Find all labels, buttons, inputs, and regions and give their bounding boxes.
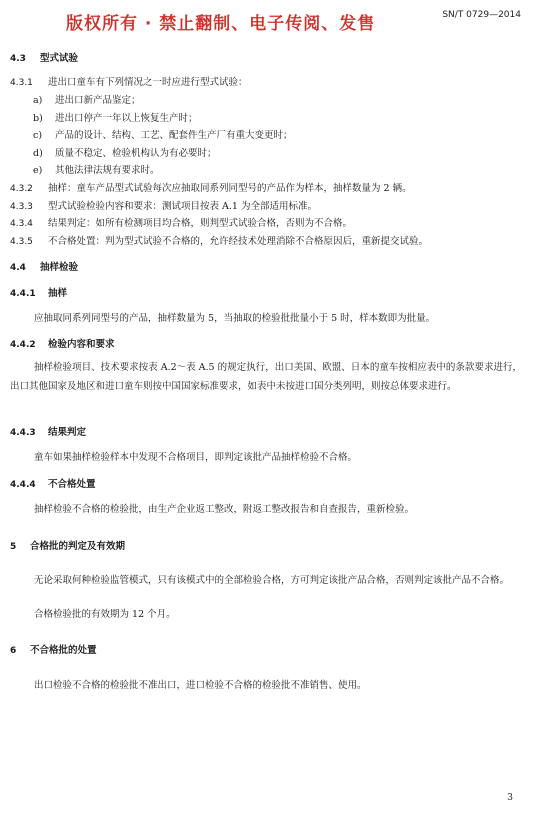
section-number: 6	[10, 646, 17, 656]
clause-text: 型式试验检验内容和要求：测试项目按表 A.1 为全部适用标准。	[48, 201, 317, 212]
page-number: 3	[507, 793, 513, 803]
list-label: a)	[33, 95, 43, 106]
section-title: 型式试验	[40, 53, 79, 64]
heading-4-4-2	[10, 339, 115, 351]
clause-4-3-4	[10, 218, 352, 230]
paragraph-5-1	[10, 571, 522, 590]
standard-number: SN/T 0729—2014	[442, 10, 521, 20]
clause-text: 结果判定：如所有检测项目均合格，则判型式试验合格，否则为不合格。	[48, 218, 353, 229]
clause-number: 4.3.4	[10, 219, 33, 229]
clause-number: 4.4.4	[10, 480, 36, 490]
list-text: 进出口停产一年以上恢复生产时；	[55, 113, 198, 124]
paragraph-text: 抽样检验项目、技术要求按表 A.2～表 A.5 的规定执行，出口美国、欧盟、日本的童车按相应表中的条款要求进行，出口其他国家及地区和进口童车则按中国国家标准要求，如表中未按进口国分类列明，则按总体要求进行。	[10, 362, 522, 392]
paragraph-4-4-3	[10, 448, 522, 467]
heading-4-4	[10, 262, 78, 274]
clause-number: 4.4.2	[10, 340, 36, 350]
clause-title: 抽样	[48, 288, 68, 299]
section-title: 不合格批的处置	[30, 645, 97, 656]
heading-6	[10, 645, 97, 657]
clause-title: 不合格处置	[48, 479, 96, 490]
paragraph-4-4-1	[10, 309, 522, 328]
list-text: 产品的设计、结构、工艺、配套件生产厂有重大变更时；	[55, 130, 293, 141]
list-label: e)	[33, 165, 43, 176]
clause-number: 4.4.1	[10, 289, 36, 299]
list-text: 进出口新产品鉴定；	[55, 95, 141, 106]
paragraph-text: 出口检验不合格的检验批不准出口，进口检验不合格的检验批不准销售、使用。	[34, 680, 367, 691]
paragraph-6-1	[10, 676, 522, 695]
paragraph-4-4-4	[10, 500, 522, 519]
clause-text: 抽样：童车产品型式试验每次应抽取同系列同型号的产品作为样本，抽样数量为 2 辆。	[48, 183, 412, 194]
heading-4-3	[10, 53, 78, 65]
clause-4-3-3	[10, 201, 317, 213]
list-label: b)	[33, 113, 43, 124]
list-item	[33, 148, 217, 160]
heading-4-4-1	[10, 288, 67, 300]
paragraph-text: 应抽取同系列同型号的产品，抽样数量为 5，当抽取的检验批批量小于 5 时，样本数即为批量。	[34, 313, 436, 324]
section-number: 4.4	[10, 263, 26, 273]
clause-number: 4.3.5	[10, 237, 33, 247]
paragraph-text: 合格检验批的有效期为 12 个月。	[34, 609, 176, 620]
list-label: d)	[33, 148, 43, 159]
clause-number: 4.3.3	[10, 202, 33, 212]
clause-text: 进出口童车有下列情况之一时应进行型式试验：	[48, 77, 248, 88]
paragraph-text: 童车如果抽样检验样本中发现不合格项目，即判定该批产品抽样检验不合格。	[34, 452, 358, 463]
copyright-watermark: 版权所有 · 禁止翻制、电子传阅、发售	[66, 14, 376, 34]
list-text: 质量不稳定、检验机构认为有必要时；	[55, 148, 217, 159]
list-item	[33, 165, 160, 177]
list-item	[33, 95, 141, 107]
clause-4-3-1	[10, 77, 248, 89]
clause-4-3-5	[10, 236, 428, 248]
section-number: 5	[10, 542, 17, 552]
clause-text: 不合格处置：判为型式试验不合格的，允许经技术处理消除不合格原因后，重新提交试验。	[48, 236, 429, 247]
paragraph-4-4-2	[10, 358, 522, 396]
clause-title: 结果判定	[48, 427, 87, 438]
paragraph-text: 抽样检验不合格的检验批，由生产企业返工整改，附返工整改报告和自查报告，重新检验。	[34, 504, 415, 515]
clause-number: 4.4.3	[10, 428, 36, 438]
list-label: c)	[33, 130, 43, 141]
list-item	[33, 130, 293, 142]
clause-title: 检验内容和要求	[48, 339, 115, 350]
section-number: 4.3	[10, 54, 26, 64]
clause-number: 4.3.1	[10, 78, 33, 88]
list-item	[33, 113, 198, 125]
paragraph-5-2	[10, 605, 522, 624]
section-title: 合格批的判定及有效期	[30, 541, 126, 552]
clause-number: 4.3.2	[10, 184, 33, 194]
list-text: 其他法律法规有要求时。	[55, 165, 160, 176]
paragraph-text: 无论采取何种检验监管模式，只有该模式中的全部检验合格，方可判定该批产品合格，否则判定该批产品不合格。	[34, 575, 510, 586]
clause-4-3-2	[10, 183, 412, 195]
heading-4-4-3	[10, 427, 86, 439]
heading-4-4-4	[10, 479, 96, 491]
heading-5	[10, 541, 125, 553]
section-title: 抽样检验	[40, 262, 79, 273]
